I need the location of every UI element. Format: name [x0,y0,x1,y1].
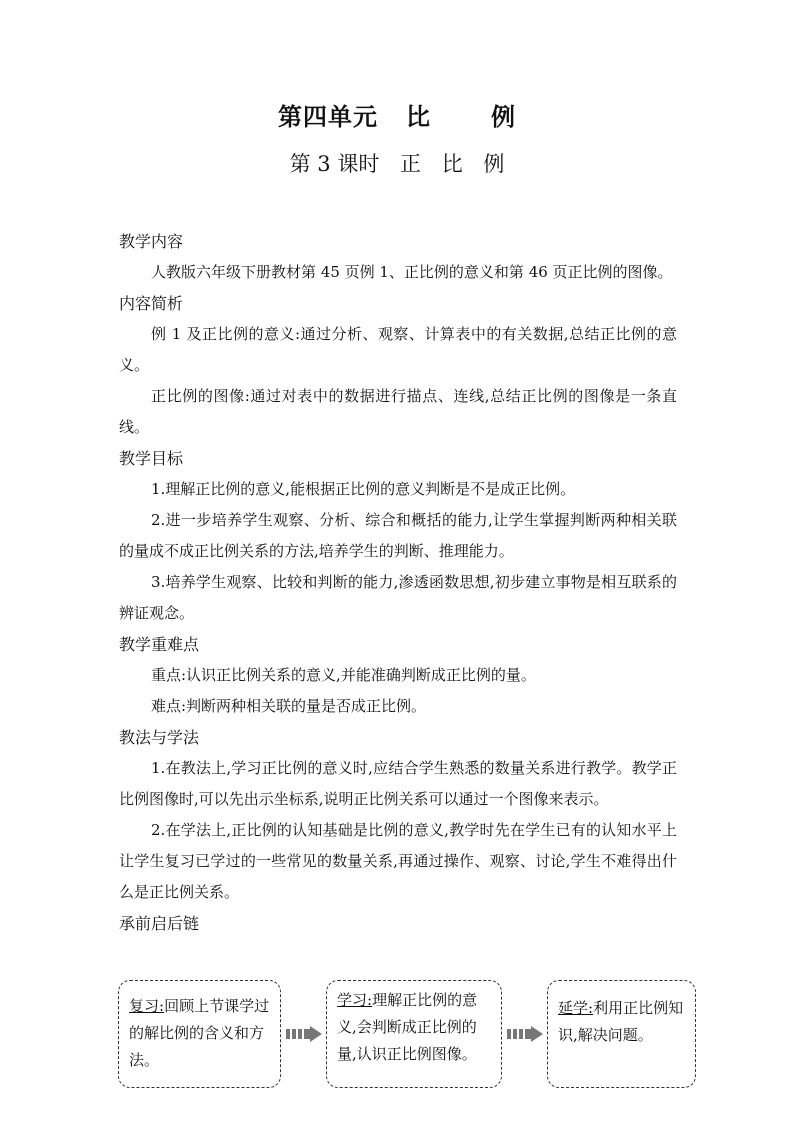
chain-label: 学习: [337,991,373,1009]
section-heading: 教学内容 [119,232,184,251]
title-word-1: 比 [406,103,432,131]
chain-text: 利用正比例知识,解决问题。 [558,999,684,1044]
chain-label: 复习: [129,997,165,1015]
paragraph: 2.在学法上,正比例的认知基础是比例的意义,教学时先在学生已有的认知水平上让学生复习已学过的一些常见的数量关系,再通过操作、观察、讨论,学生不难得出什么是正比例关系。 [119,821,677,901]
chain-box-extend [547,980,696,1088]
section-heading: 教学目标 [119,449,184,468]
lesson-title [0,148,794,178]
lesson-number: 第 3 课时 [289,152,380,176]
section-heading: 教学重难点 [119,635,200,654]
title-unit: 第四单元 [277,103,378,131]
lesson-word-3: 例 [483,152,505,176]
chain-label: 延学: [558,999,594,1017]
lesson-word-1: 正 [400,152,422,176]
double-arrow-icon [507,1026,543,1042]
paragraph: 难点:判断两种相关联的量是否成正比例。 [151,697,427,715]
unit-title [0,97,794,132]
paragraph: 1.在教法上,学习正比例的意义时,应结合学生熟悉的数量关系进行教学。教学正比例图像时,可以先出示坐标系,说明正比例关系可以通过一个图像来表示。 [119,759,677,808]
chain-box-learn [326,980,502,1088]
lesson-chain-diagram [118,978,698,1088]
paragraph: 3.培养学生观察、比较和判断的能力,渗透函数思想,初步建立事物是相互联系的辨证观念。 [119,573,677,622]
chain-text: 理解正比例的意义,会判断成正比例的量,认识正比例图像。 [337,991,478,1063]
paragraph: 例 1 及正比例的意义:通过分析、观察、计算表中的有关数据,总结正比例的意义。 [119,325,677,374]
double-arrow-icon [286,1026,322,1042]
chain-text: 回顾上节课学过的解比例的含义和方法。 [129,997,270,1069]
chain-box-review [118,980,281,1088]
title-word-2: 例 [491,103,517,131]
paragraph: 2.进一步培养学生观察、分析、综合和概括的能力,让学生掌握判断两种相关联的量成不成正比例关系的方法,培养学生的判断、推理能力。 [119,511,677,560]
section-heading: 内容简析 [119,294,184,313]
lesson-content [119,226,677,939]
paragraph: 1.理解正比例的意义,能根据正比例的意义判断是不是成正比例。 [151,480,576,498]
paragraph: 人教版六年级下册教材第 45 页例 1、正比例的意义和第 46 页正比例的图像。 [151,263,673,281]
lesson-word-2: 比 [441,152,463,176]
section-heading: 教法与学法 [119,728,200,747]
section-heading: 承前启后链 [119,914,200,933]
paragraph: 重点:认识正比例关系的意义,并能准确判断成正比例的量。 [151,666,536,684]
paragraph: 正比例的图像:通过对表中的数据进行描点、连线,总结正比例的图像是一条直线。 [119,387,677,436]
